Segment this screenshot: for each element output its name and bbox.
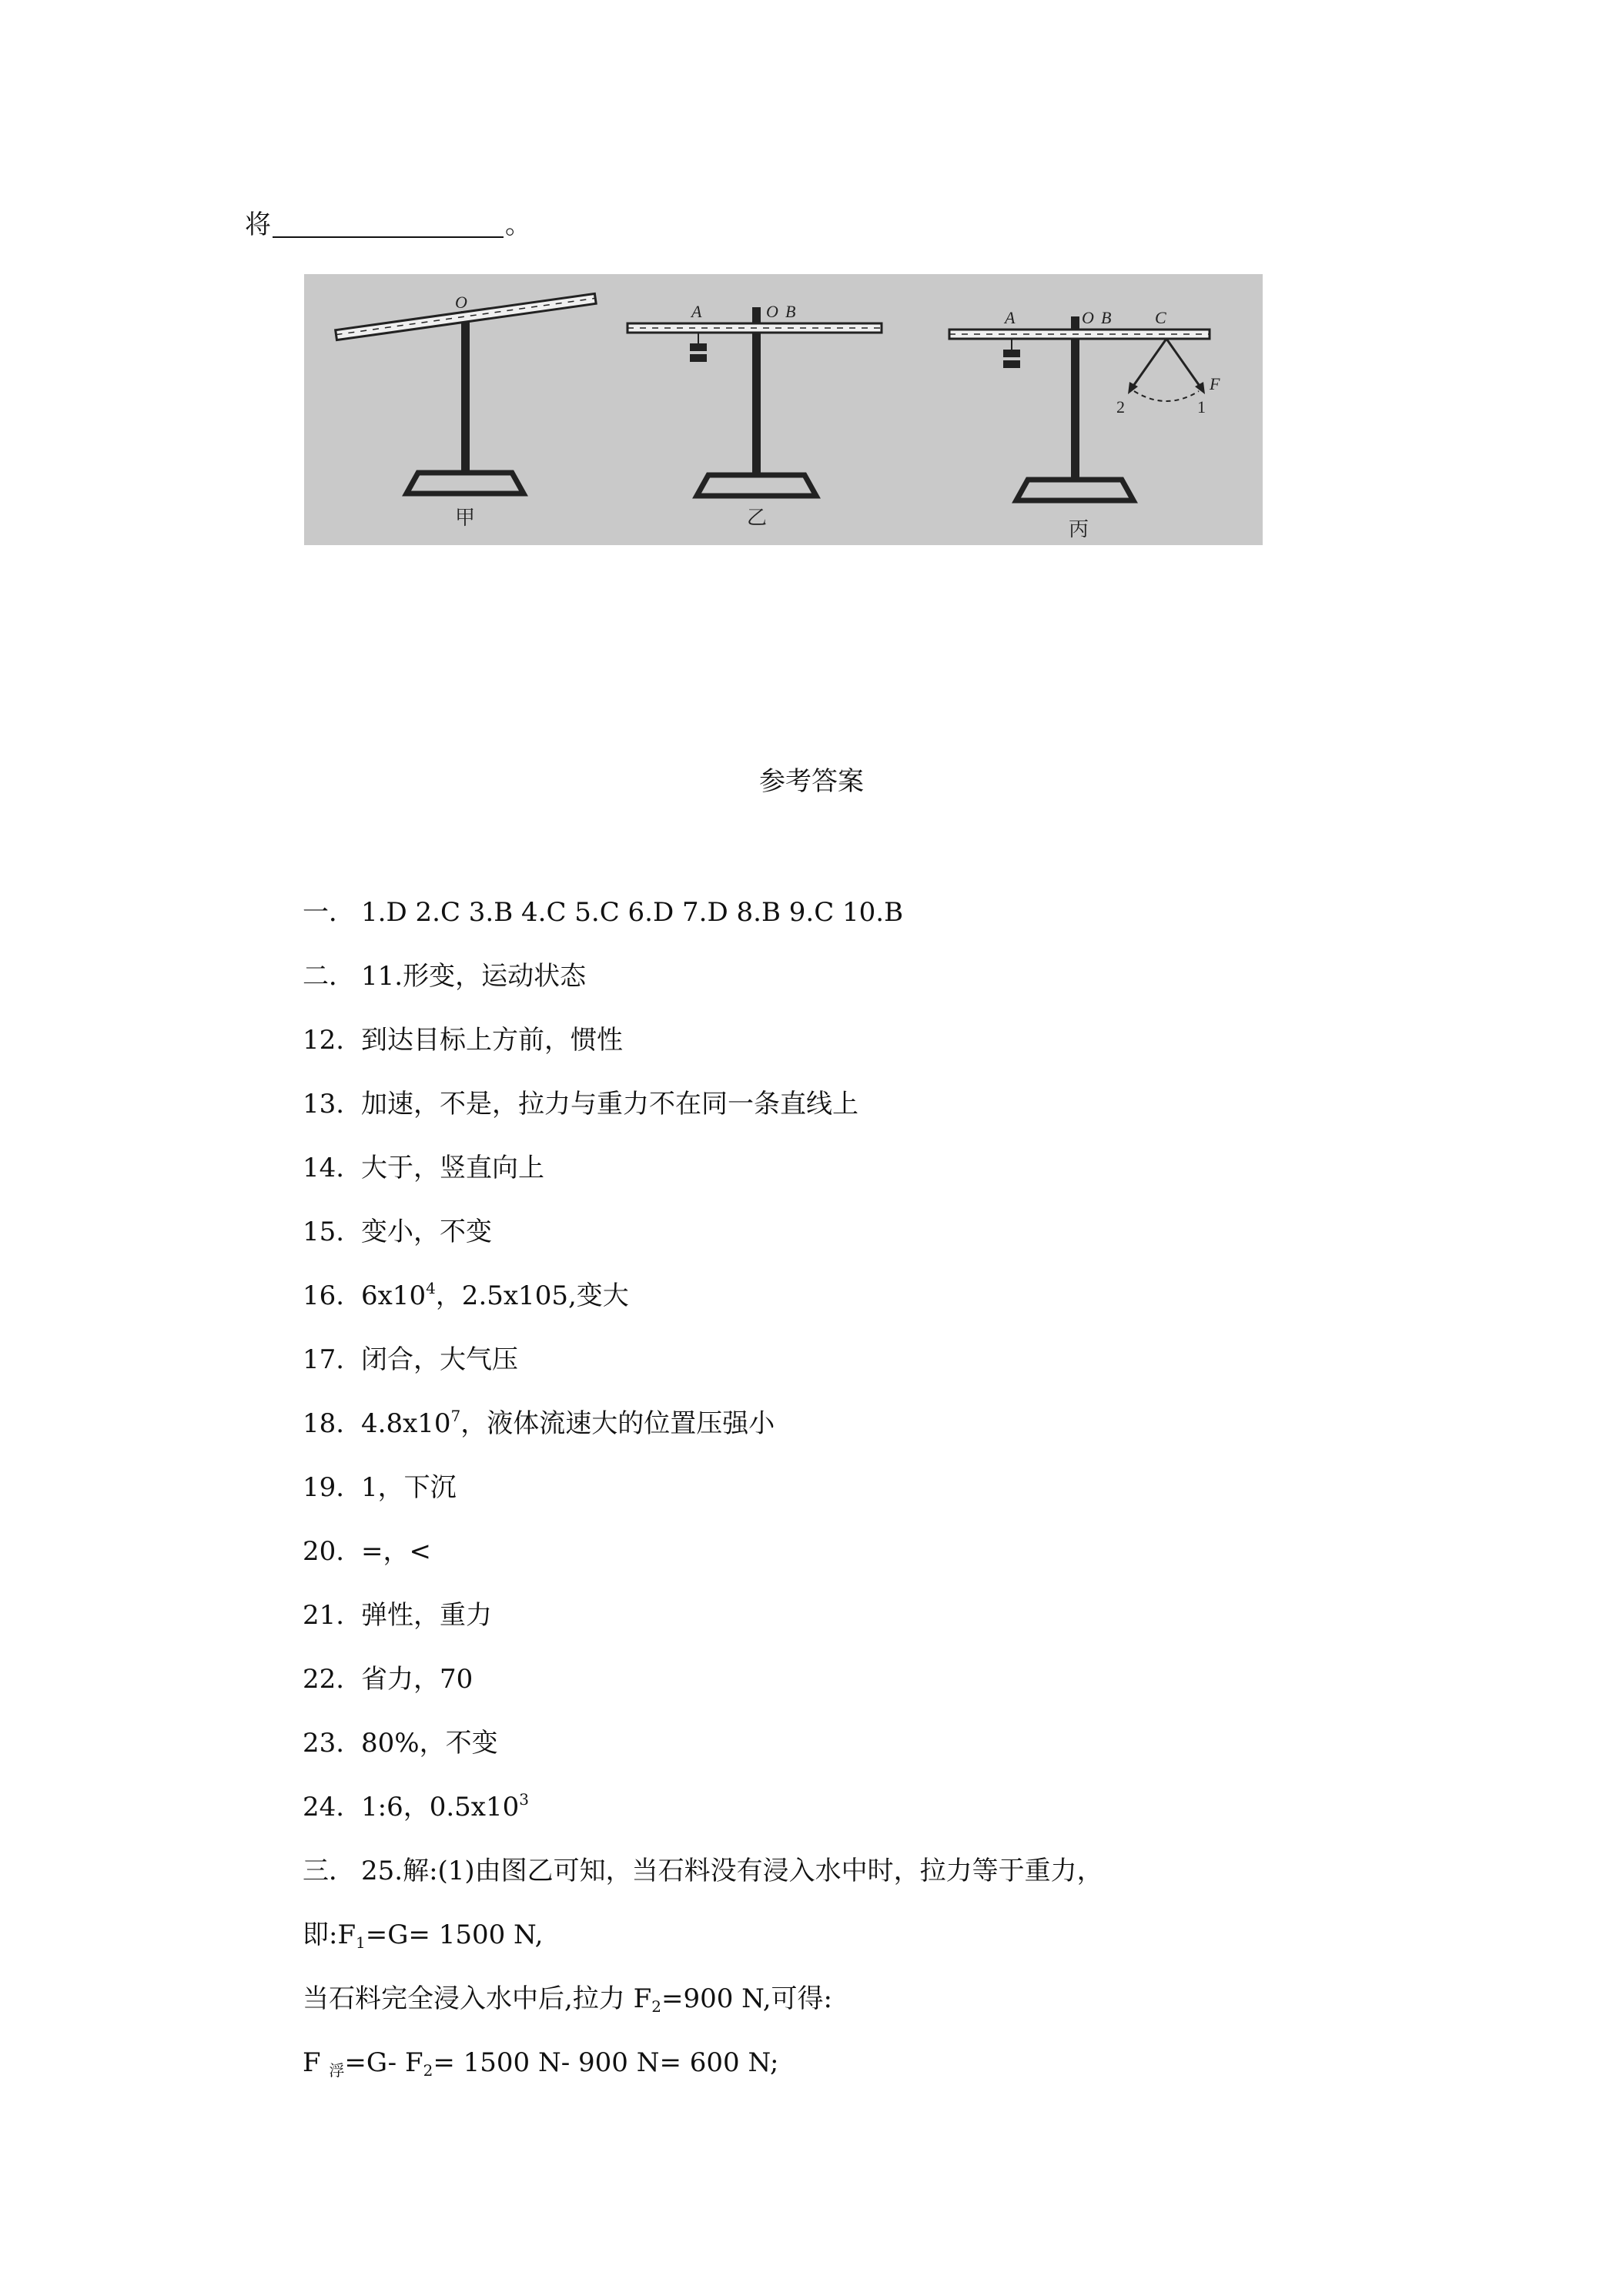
caption-yi: 乙 [747, 507, 768, 529]
label-o-jia: O [455, 293, 467, 312]
caption-bing: 丙 [1069, 518, 1089, 541]
label-b-yi: B [785, 302, 796, 321]
solution-line: 当石料完全浸入水中后,拉力 $F_2=900$ N,可得: [303, 1983, 832, 2016]
answer-line: 18. $4.8x10^7$，液体流速大的位置压强小 [303, 1407, 775, 1439]
label-o-yi: O [766, 302, 778, 321]
page-title: 参考答案 [759, 766, 864, 797]
lever-diagram [304, 274, 1263, 545]
label-b-bing: B [1101, 308, 1112, 327]
label-a-bing: A [1005, 308, 1016, 327]
answer-line: 12. 到达目标上方前，惯性 [303, 1025, 623, 1056]
caption-jia: 甲 [455, 507, 476, 529]
answer-line: 24. 1:6，$0.5x10^3$ [303, 1790, 529, 1822]
answer-line: 一． 1.D 2.C 3.B 4.C 5.C 6.D 7.D 8.B 9.C 10.B [303, 897, 904, 928]
label-1-bing: 1 [1197, 397, 1206, 417]
answer-line: 23. 80%，不变 [303, 1728, 498, 1759]
lead-end: 。 [505, 209, 531, 240]
answer-line: 13. 加速，不是，拉力与重力不在同一条直线上 [303, 1089, 858, 1120]
label-o-bing: O [1082, 308, 1094, 327]
answer-line: 14. 大于，竖直向上 [303, 1153, 544, 1183]
answer-line: 三． 25.解:(1)由图乙可知，当石料没有浸入水中时，拉力等于重力， [303, 1856, 1103, 1886]
solution-line: 即$:F_1=G= 1500$ N, [303, 1919, 544, 1952]
question-continuation [245, 209, 531, 240]
answer-line: 21. 弹性，重力 [303, 1600, 492, 1631]
solution-line: F $_浮$=G- $F_2= 1500$ N- 900 N= 600 N; [303, 2047, 779, 2080]
label-2-bing: 2 [1116, 397, 1125, 417]
answer-line: 20. =，< [303, 1536, 431, 1567]
lever-figure [304, 274, 1263, 545]
answer-line: 二． 11.形变，运动状态 [303, 961, 587, 992]
answer-line: 16. $6x10^4$，2.5x105,变大 [303, 1279, 629, 1311]
answer-line: 22. 省力，70 [303, 1664, 474, 1695]
answer-blank [273, 210, 504, 238]
answer-line: 17. 闭合，大气压 [303, 1344, 518, 1375]
lead-text: 将 [245, 209, 271, 240]
answer-line: 15. 变小，不变 [303, 1217, 492, 1247]
label-a-yi: A [691, 302, 702, 321]
label-f-bing: F [1210, 374, 1220, 393]
label-c-bing: C [1155, 308, 1166, 327]
answer-line: 19. 1，下沉 [303, 1472, 457, 1503]
